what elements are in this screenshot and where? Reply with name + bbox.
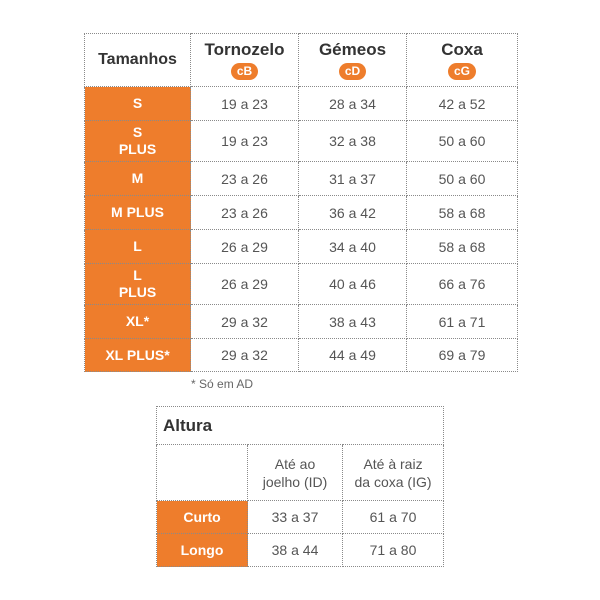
measurement-cell: 69 a 79: [407, 339, 518, 372]
measurement-cell: 38 a 43: [299, 305, 407, 339]
measurement-cell: 50 a 60: [407, 121, 518, 162]
height-value-cell: 71 a 80: [343, 534, 444, 567]
size-label: L: [133, 267, 142, 283]
column-title: Gémeos: [318, 40, 387, 59]
measurement-cell: 36 a 42: [299, 196, 407, 230]
size-label: XL PLUS*: [105, 346, 170, 363]
measurement-cell: 50 a 60: [407, 162, 518, 196]
measurement-cell: 26 a 29: [191, 264, 299, 305]
measurement-cell: 34 a 40: [299, 230, 407, 264]
size-chart-table: [84, 33, 518, 372]
size-label: PLUS: [118, 284, 157, 300]
measurement-cell: 42 a 52: [407, 87, 518, 121]
column-title: Coxa: [441, 40, 483, 59]
measurement-cell: 29 a 32: [191, 339, 299, 372]
size-row: [85, 264, 518, 305]
size-row: [85, 87, 518, 121]
size-chart-body: [85, 87, 518, 372]
column-line: Até à raiz: [363, 455, 423, 472]
size-header-cell: [85, 34, 191, 87]
column-badge: cD: [339, 63, 366, 80]
size-label-cell: [85, 87, 191, 121]
measurement-cell: 19 a 23: [191, 121, 299, 162]
size-chart-header-row: [85, 34, 518, 87]
size-label-cell: [85, 339, 191, 372]
height-row-label: Longo: [157, 534, 248, 567]
column-badge: cG: [448, 63, 476, 80]
size-label-cell: [85, 196, 191, 230]
footnote: * Só em AD: [191, 377, 254, 391]
size-header-label: Tamanhos: [98, 51, 177, 68]
column-line: Até ao: [274, 455, 316, 472]
measurement-cell: 66 a 76: [407, 264, 518, 305]
size-row: [85, 196, 518, 230]
size-label: S: [132, 124, 143, 140]
measurement-cell: 58 a 68: [407, 230, 518, 264]
coxa-header-cell: [407, 34, 518, 87]
size-label: M: [131, 170, 144, 186]
measurement-cell: 23 a 26: [191, 162, 299, 196]
size-label: XL*: [125, 313, 150, 329]
measurement-cell: 40 a 46: [299, 264, 407, 305]
size-row: [85, 162, 518, 196]
column-title: Tornozelo: [204, 40, 285, 59]
size-label: PLUS: [118, 141, 157, 157]
measurement-cell: 44 a 49: [299, 339, 407, 372]
height-value-cell: 61 a 70: [343, 501, 444, 534]
measurement-cell: 61 a 71: [407, 305, 518, 339]
tornozelo-header-cell: [191, 34, 299, 87]
height-chart-table: [156, 406, 444, 567]
height-value-cell: 38 a 44: [248, 534, 343, 567]
height-column-thigh: [343, 445, 444, 501]
height-row-longo: [157, 534, 444, 567]
height-empty-header: [157, 445, 248, 501]
measurement-cell: 32 a 38: [299, 121, 407, 162]
column-line: joelho (ID): [262, 473, 328, 490]
measurement-cell: 28 a 34: [299, 87, 407, 121]
height-row-label: Curto: [157, 501, 248, 534]
size-label: M PLUS: [111, 204, 164, 220]
size-label: L: [133, 238, 142, 254]
measurement-cell: 31 a 37: [299, 162, 407, 196]
size-label: S: [132, 95, 143, 111]
size-label-cell: [85, 162, 191, 196]
size-label-cell: [85, 230, 191, 264]
size-label-cell: [85, 121, 191, 162]
height-row-curto: [157, 501, 444, 534]
height-title: Altura: [157, 407, 444, 445]
size-row: [85, 230, 518, 264]
height-title-row: [157, 407, 444, 445]
measurement-cell: 23 a 26: [191, 196, 299, 230]
size-row: [85, 121, 518, 162]
measurement-cell: 29 a 32: [191, 305, 299, 339]
measurement-cell: 26 a 29: [191, 230, 299, 264]
gemeos-header-cell: [299, 34, 407, 87]
column-badge: cB: [231, 63, 258, 80]
size-row: [85, 339, 518, 372]
height-header-row: [157, 445, 444, 501]
column-line: da coxa (IG): [354, 473, 432, 490]
height-column-knee: [248, 445, 343, 501]
size-row: [85, 305, 518, 339]
measurement-cell: 58 a 68: [407, 196, 518, 230]
size-label-cell: [85, 305, 191, 339]
measurement-cell: 19 a 23: [191, 87, 299, 121]
height-value-cell: 33 a 37: [248, 501, 343, 534]
size-label-cell: [85, 264, 191, 305]
